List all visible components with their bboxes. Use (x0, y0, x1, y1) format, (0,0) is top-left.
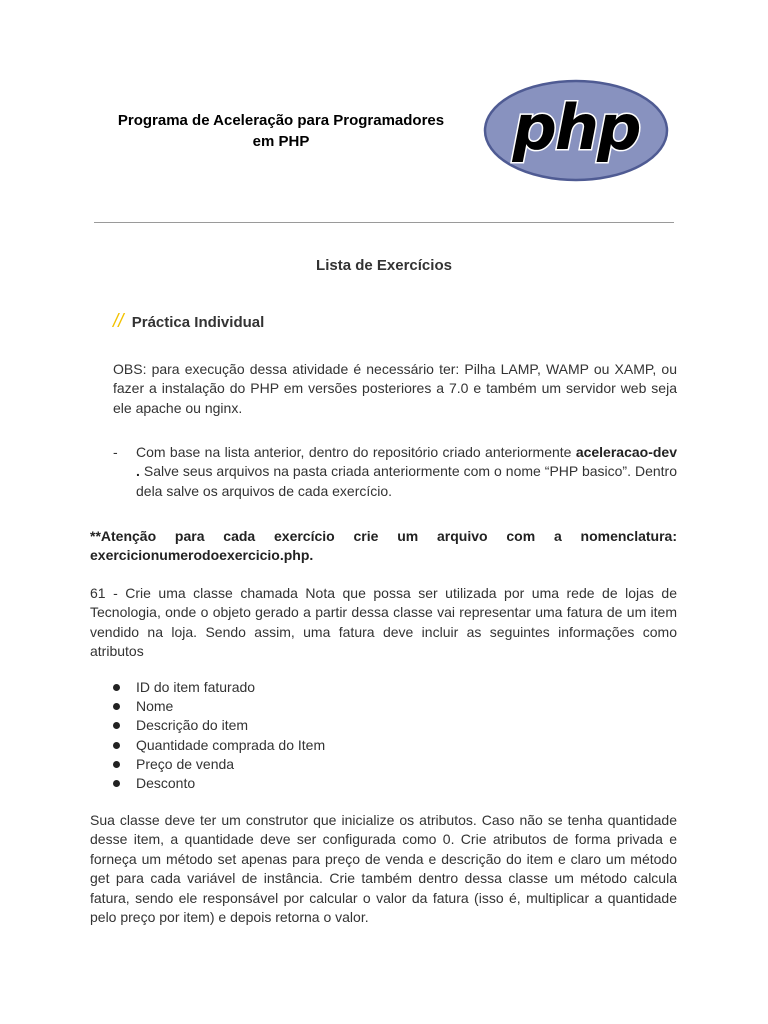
program-title-line2: em PHP (252, 133, 310, 150)
section-heading (113, 311, 264, 333)
bullet-icon (113, 684, 120, 691)
attribute-label: Quantidade comprada do Item (136, 736, 326, 753)
header-divider (94, 222, 674, 223)
list-item (113, 716, 325, 735)
bullet-icon (113, 780, 120, 787)
instruction-text-before: Com base na lista anterior, dentro do repositório criado anteriormente (136, 444, 576, 460)
repo-name: aceleracao-dev . (136, 444, 677, 480)
closing-paragraph: Sua classe deve ter um construtor que inicialize os atributos. Caso não se tenha quantidade desse item, a quantidade deve ser configurada como 0. Crie atributos de forma privada e forneça um método set apenas para preço de venda e descrição do item e claro um método get para cada variável de instância. Crie também dentro dessa classe um método calcula fatura, sendo ele responsável por calcular o valor da fatura (isso é, multiplicar a quantidade pelo preço por item) e depois retorna o valor. (90, 812, 677, 926)
attribute-label: Descrição do item (136, 717, 249, 734)
program-title-line1: Programa de Aceleração para Programadores (117, 112, 445, 129)
list-item (113, 774, 325, 793)
instruction-text-after: Salve seus arquivos na pasta criada anteriormente com o nome “PHP basico”. Dentro dela salve os arquivos de cada exercício. (136, 463, 677, 499)
list-item (113, 736, 325, 755)
attention-note: **Atenção para cada exercício crie um arquivo com a nomenclatura: exercicionumerodoexercicio.php. (90, 528, 677, 564)
bullet-icon (113, 703, 120, 710)
bullet-icon (113, 761, 120, 768)
instruction-text (136, 443, 677, 501)
exercise-61-paragraph: 61 - Crie uma classe chamada Nota que possa ser utilizada por uma rede de lojas de Tecnologia, onde o objeto gerado a partir dessa classe vai representar uma fatura de um item vendido na loja. Sendo assim, uma fatura deve incluir as seguintes informações como atributos (90, 585, 677, 660)
section-heading-text: Práctica Individual (131, 314, 265, 331)
attribute-label: ID do item faturado (136, 679, 256, 695)
instruction-item (113, 443, 677, 501)
instruction-dash: - (113, 444, 118, 460)
attribute-label: Desconto (136, 774, 196, 791)
obs-paragraph: OBS: para execução dessa atividade é necessário ter: Pilha LAMP, WAMP ou XAMP, ou fazer a instalação do PHP em versões posteriores a 7.0 e também um servidor web seja ele apache ou nginx. (113, 361, 677, 416)
list-item (113, 755, 325, 774)
section-slashes: // (113, 311, 124, 332)
php-logo-text: php (512, 91, 640, 164)
php-logo (483, 79, 669, 182)
list-item (113, 697, 325, 716)
list-item (113, 678, 325, 697)
attribute-label: Preço de venda (136, 755, 235, 772)
list-title: Lista de Exercícios (316, 257, 452, 274)
program-title (90, 110, 472, 152)
bullet-icon (113, 722, 120, 729)
attribute-label: Nome (136, 698, 174, 715)
attributes-list (113, 678, 325, 793)
bullet-icon (113, 742, 120, 749)
